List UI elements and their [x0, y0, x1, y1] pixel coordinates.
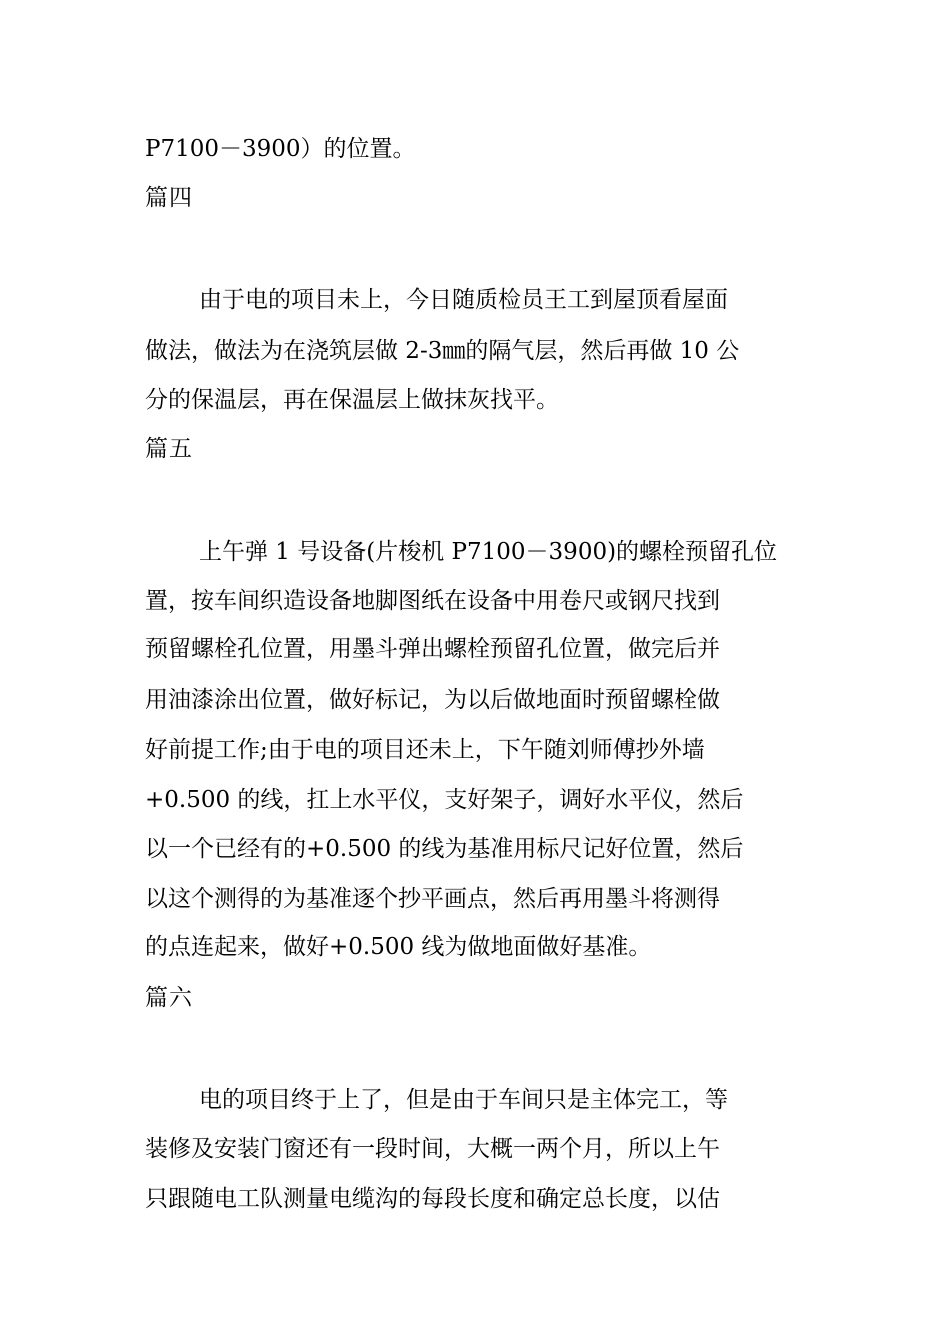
section-heading-5: 篇五	[145, 436, 193, 462]
paragraph-line: 以这个测得的为基准逐个抄平画点，然后再用墨斗将测得	[145, 886, 720, 912]
paragraph-line: 由于电的项目未上，今日随质检员王工到屋顶看屋面	[199, 287, 728, 313]
paragraph-line: 好前提工作;由于电的项目还未上，下午随刘师傅抄外墙	[145, 737, 705, 763]
paragraph-line: 以一个已经有的+0.500 的线为基准用标尺记好位置，然后	[145, 836, 744, 862]
paragraph-line: 电的项目终于上了，但是由于车间只是主体完工，等	[199, 1087, 728, 1113]
section-heading-4: 篇四	[145, 185, 193, 211]
paragraph-line: P7100－3900）的位置。	[145, 136, 416, 162]
paragraph-line: 装修及安装门窗还有一段时间，大概一两个月，所以上午	[145, 1136, 720, 1162]
paragraph-line: 上午弹 1 号设备(片梭机 P7100－3900)的螺栓预留孔位	[199, 539, 778, 565]
paragraph-line: 置，按车间织造设备地脚图纸在设备中用卷尺或钢尺找到	[145, 588, 720, 614]
paragraph-line: 预留螺栓孔位置，用墨斗弹出螺栓预留孔位置，做完后并	[145, 636, 720, 662]
paragraph-line: 只跟随电工队测量电缆沟的每段长度和确定总长度，以估	[145, 1186, 720, 1212]
section-heading-6: 篇六	[145, 985, 193, 1011]
paragraph-line: 用油漆涂出位置，做好标记，为以后做地面时预留螺栓做	[145, 687, 720, 713]
paragraph-line: +0.500 的线，扛上水平仪，支好架子，调好水平仪，然后	[145, 787, 744, 813]
paragraph-line: 做法，做法为在浇筑层做 2-3㎜的隔气层，然后再做 10 公	[145, 338, 740, 364]
paragraph-line: 分的保温层，再在保温层上做抹灰找平。	[145, 387, 559, 413]
paragraph-line: 的点连起来，做好+0.500 线为做地面做好基准。	[145, 934, 652, 960]
